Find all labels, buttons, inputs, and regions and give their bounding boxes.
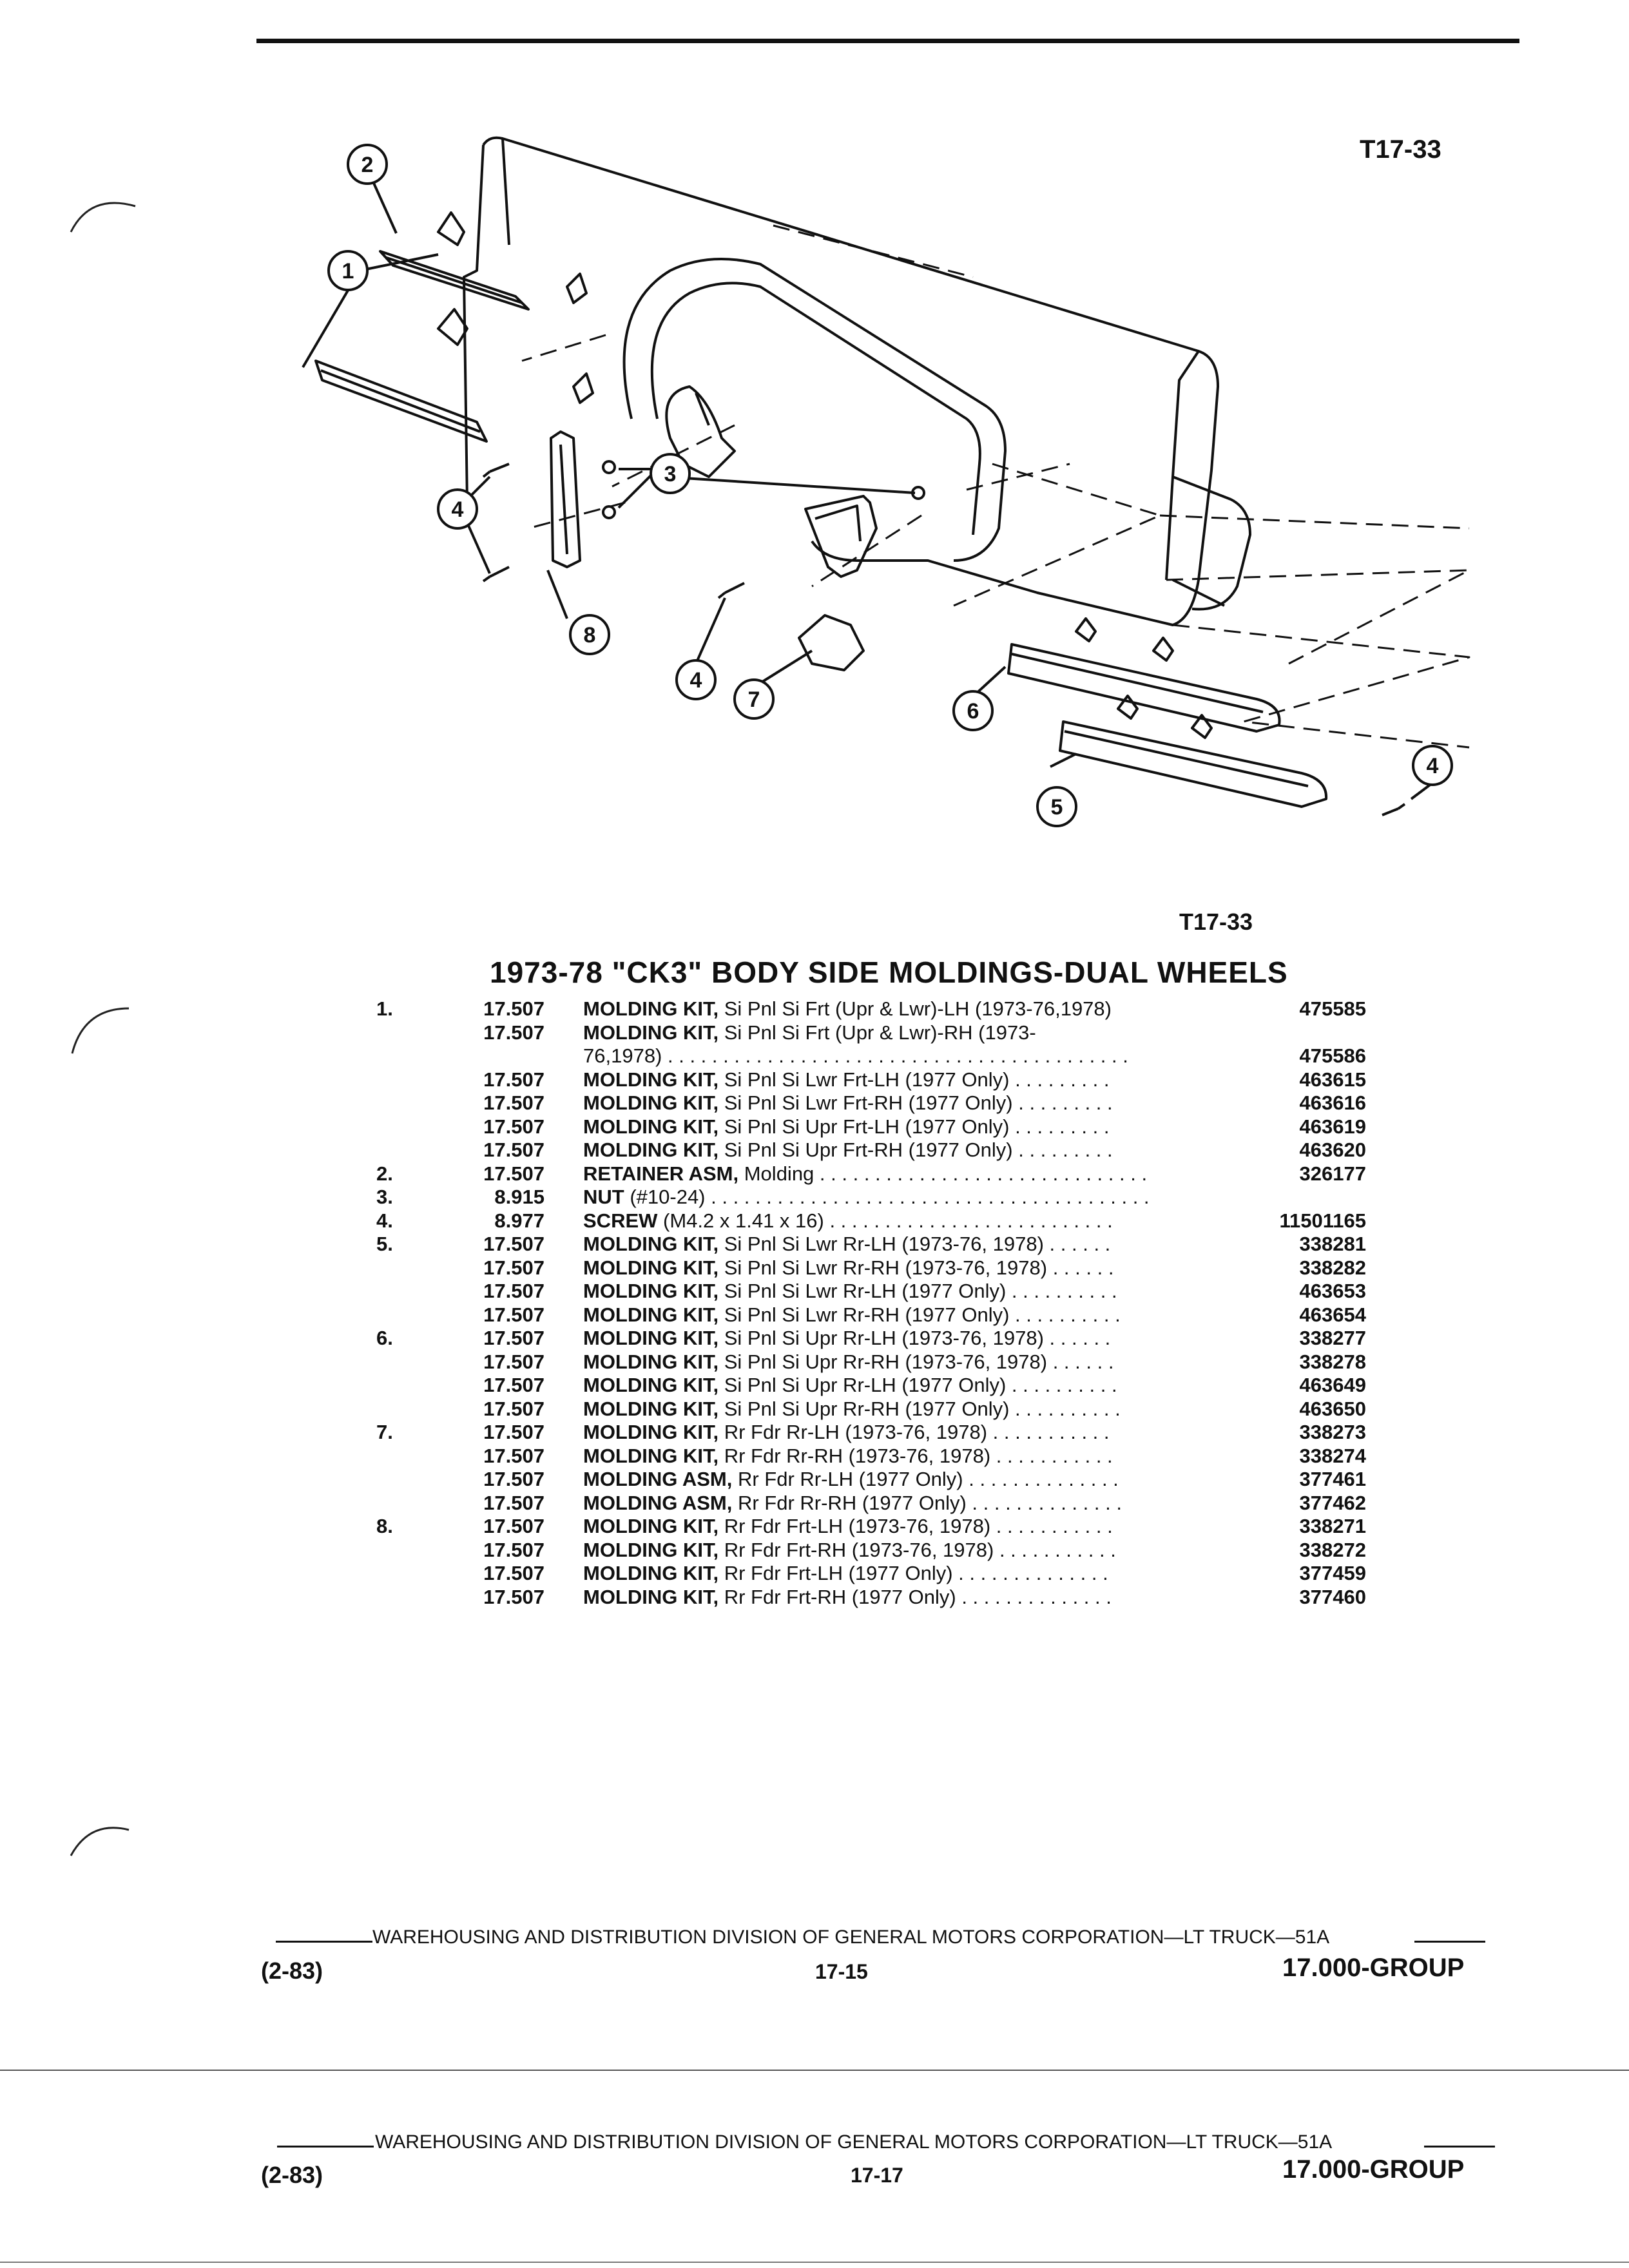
part-description bbox=[583, 1303, 1392, 1327]
part-description bbox=[583, 1327, 1392, 1350]
part-name: MOLDING KIT, bbox=[583, 1327, 719, 1349]
part-detail: Molding . . . . . . . . . . . . . . . . . . . . . . . . . . . . . . bbox=[738, 1162, 1148, 1185]
group-code: 17.507 bbox=[483, 1139, 545, 1161]
footer-page-number: 17-15 bbox=[815, 1960, 868, 1983]
part-name: MOLDING KIT, bbox=[583, 1350, 719, 1373]
part-description bbox=[583, 1445, 1392, 1468]
part-detail: Si Pnl Si Lwr Rr-LH (1977 Only) . . . . . . . . . . bbox=[718, 1280, 1117, 1302]
part-detail: 76,1978) . . . . . . . . . . . . . . . . . . . . . . . . . . . . . . . . . . . . . . . . . . bbox=[583, 1044, 1128, 1067]
parts-row bbox=[361, 1515, 1379, 1539]
part-number: 338274 bbox=[1299, 1444, 1366, 1467]
part-detail: Si Pnl Si Lwr Frt-LH (1977 Only) . . . . . . . . . bbox=[718, 1068, 1110, 1091]
part-description bbox=[583, 1586, 1392, 1610]
group-code: 17.507 bbox=[483, 1115, 545, 1138]
body-side-panel bbox=[483, 138, 1218, 625]
group-code: 17.507 bbox=[483, 1374, 545, 1396]
callout-label: 1 bbox=[342, 259, 354, 284]
part-name: MOLDING KIT, bbox=[583, 997, 719, 1020]
part-detail: Si Pnl Si Upr Rr-LH (1973-76, 1978) . . . . . . bbox=[718, 1327, 1111, 1349]
group-code: 17.507 bbox=[483, 1303, 545, 1326]
group-code: 17.507 bbox=[483, 1562, 545, 1584]
parts-row bbox=[361, 997, 1379, 1021]
part-description bbox=[583, 1492, 1392, 1515]
part-detail: (M4.2 x 1.41 x 16) . . . . . . . . . . . . . . . . . . . . . . . . . . bbox=[657, 1209, 1113, 1232]
part-detail: Si Pnl Si Lwr Rr-RH (1973-76, 1978) . . . . . . bbox=[718, 1256, 1114, 1279]
parts-row bbox=[361, 1186, 1379, 1209]
rear-molding-lower bbox=[1060, 722, 1326, 807]
parts-row bbox=[361, 1374, 1379, 1398]
item-number: 5. bbox=[376, 1233, 393, 1255]
part-number: 377462 bbox=[1299, 1491, 1366, 1514]
part-detail: Si Pnl Si Lwr Frt-RH (1977 Only) . . . . . . . . . bbox=[718, 1091, 1113, 1114]
part-name: SCREW bbox=[583, 1209, 658, 1232]
group-code: 17.507 bbox=[483, 1468, 545, 1490]
rear-molding-upper bbox=[1008, 644, 1280, 731]
part-name: MOLDING KIT, bbox=[583, 1538, 719, 1561]
part-description bbox=[583, 1186, 1392, 1209]
part-number: 463654 bbox=[1299, 1303, 1366, 1326]
callout-label: 4 bbox=[689, 668, 702, 693]
part-name: MOLDING KIT, bbox=[583, 1444, 719, 1467]
part-detail: Rr Fdr Rr-RH (1973-76, 1978) . . . . . . . . . . . bbox=[718, 1444, 1113, 1467]
footer-date: (2-83) bbox=[261, 2162, 323, 2188]
footer-page-number: 17-17 bbox=[851, 2164, 903, 2187]
part-number: 338273 bbox=[1299, 1421, 1366, 1443]
parts-row bbox=[361, 1398, 1379, 1421]
part-name: MOLDING KIT, bbox=[583, 1397, 719, 1420]
group-code: 17.507 bbox=[483, 1538, 545, 1561]
part-number: 338277 bbox=[1299, 1327, 1366, 1349]
item-number: 8. bbox=[376, 1515, 393, 1537]
parts-row bbox=[361, 1256, 1379, 1280]
group-code: 17.507 bbox=[483, 1091, 545, 1114]
item-number: 1. bbox=[376, 997, 393, 1020]
part-detail: Rr Fdr Frt-LH (1973-76, 1978) . . . . . . . . . . . bbox=[718, 1515, 1113, 1537]
part-detail: Rr Fdr Frt-LH (1977 Only) . . . . . . . . . . . . . . bbox=[718, 1562, 1108, 1584]
parts-row bbox=[361, 1139, 1379, 1162]
group-code: 17.507 bbox=[483, 1327, 545, 1349]
section-title: 1973-78 "CK3" BODY SIDE MOLDINGS-DUAL WHEELS bbox=[490, 956, 1288, 989]
group-code: 17.507 bbox=[483, 997, 545, 1020]
group-code: 17.507 bbox=[483, 1515, 545, 1537]
rear-fender-molding-lower bbox=[799, 615, 863, 670]
part-description bbox=[583, 1021, 1392, 1045]
item-number: 7. bbox=[376, 1421, 393, 1443]
parts-row bbox=[361, 1586, 1379, 1610]
callout-label: 3 bbox=[664, 462, 677, 486]
part-description bbox=[583, 1139, 1392, 1162]
part-number: 463616 bbox=[1299, 1091, 1366, 1114]
footer-group: 17.000-GROUP bbox=[1282, 1954, 1465, 1982]
group-code: 17.507 bbox=[483, 1280, 545, 1302]
part-name: MOLDING KIT, bbox=[583, 1068, 719, 1091]
part-name: MOLDING KIT, bbox=[583, 1256, 719, 1279]
bottom-edge-line bbox=[0, 2262, 1629, 2263]
part-name: MOLDING KIT, bbox=[583, 1139, 719, 1161]
part-description bbox=[583, 1256, 1392, 1280]
part-description bbox=[583, 1162, 1392, 1186]
part-name: MOLDING KIT, bbox=[583, 1115, 719, 1138]
footer-group: 17.000-GROUP bbox=[1282, 2155, 1465, 2184]
part-number: 475585 bbox=[1299, 997, 1366, 1020]
part-name: MOLDING ASM, bbox=[583, 1491, 733, 1514]
part-description bbox=[583, 1280, 1392, 1303]
parts-row bbox=[361, 1280, 1379, 1303]
group-code: 17.507 bbox=[483, 1491, 545, 1514]
part-number: 463650 bbox=[1299, 1397, 1366, 1420]
part-description bbox=[583, 1562, 1392, 1586]
part-description bbox=[583, 1539, 1392, 1562]
footer-rule-left bbox=[277, 2146, 374, 2148]
part-detail: Si Pnl Si Upr Rr-LH (1977 Only) . . . . . . . . . . bbox=[718, 1374, 1117, 1396]
group-code: 17.507 bbox=[483, 1397, 545, 1420]
part-detail: Rr Fdr Frt-RH (1973-76, 1978) . . . . . . . . . . . bbox=[718, 1538, 1116, 1561]
part-name: MOLDING KIT, bbox=[583, 1091, 719, 1114]
part-number: 11501165 bbox=[1279, 1209, 1366, 1232]
part-number: 338282 bbox=[1299, 1256, 1366, 1279]
parts-list bbox=[361, 997, 1379, 1609]
part-detail: Rr Fdr Rr-RH (1977 Only) . . . . . . . . . . . . . . bbox=[732, 1491, 1122, 1514]
part-number: 338271 bbox=[1299, 1515, 1366, 1537]
part-name: MOLDING KIT, bbox=[583, 1233, 719, 1255]
item-number: 3. bbox=[376, 1186, 393, 1208]
part-name: MOLDING KIT, bbox=[583, 1374, 719, 1396]
part-description bbox=[583, 1468, 1392, 1492]
part-name: MOLDING KIT, bbox=[583, 1303, 719, 1326]
parts-row bbox=[361, 1327, 1379, 1350]
part-detail: Si Pnl Si Upr Frt-LH (1977 Only) . . . . . . . . . bbox=[718, 1115, 1110, 1138]
page-divider bbox=[0, 2070, 1629, 2071]
footer-division: WAREHOUSING AND DISTRIBUTION DIVISION OF GENERAL MOTORS CORPORATION—LT TRUCK—51A bbox=[372, 1927, 1330, 1948]
parts-row bbox=[361, 1044, 1379, 1068]
group-code: 17.507 bbox=[483, 1233, 545, 1255]
part-description bbox=[583, 1044, 1392, 1068]
rear-fender-molding-upper bbox=[805, 496, 876, 577]
part-description bbox=[583, 997, 1392, 1021]
part-number: 463619 bbox=[1299, 1115, 1366, 1138]
part-detail: Rr Fdr Frt-RH (1977 Only) . . . . . . . . . . . . . . bbox=[718, 1585, 1112, 1608]
figure-code-top: T17-33 bbox=[1360, 135, 1441, 164]
footer-rule-left bbox=[276, 1941, 372, 1943]
punch-hole-mark bbox=[64, 995, 142, 1060]
part-name: MOLDING KIT, bbox=[583, 1280, 719, 1302]
part-name: RETAINER ASM, bbox=[583, 1162, 739, 1185]
punch-hole-mark bbox=[64, 187, 142, 238]
callout-label: 2 bbox=[361, 153, 374, 177]
group-code: 8.915 bbox=[494, 1186, 545, 1208]
part-number: 463653 bbox=[1299, 1280, 1366, 1302]
parts-row bbox=[361, 1468, 1379, 1492]
part-number: 338278 bbox=[1299, 1350, 1366, 1373]
group-code: 17.507 bbox=[483, 1444, 545, 1467]
parts-row bbox=[361, 1492, 1379, 1515]
callout-label: 6 bbox=[967, 699, 979, 724]
part-description bbox=[583, 1115, 1392, 1139]
part-description bbox=[583, 1091, 1392, 1115]
part-number: 338281 bbox=[1299, 1233, 1366, 1255]
part-number: 377459 bbox=[1299, 1562, 1366, 1584]
part-detail: Rr Fdr Rr-LH (1977 Only) . . . . . . . . . . . . . . bbox=[732, 1468, 1119, 1490]
part-description bbox=[583, 1421, 1392, 1445]
part-name: NUT bbox=[583, 1186, 624, 1208]
footer-division: WAREHOUSING AND DISTRIBUTION DIVISION OF GENERAL MOTORS CORPORATION—LT TRUCK—51A bbox=[375, 2131, 1333, 2153]
part-detail: Si Pnl Si Upr Rr-RH (1977 Only) . . . . . . . . . . bbox=[718, 1397, 1121, 1420]
exploded-parts-diagram bbox=[245, 116, 1521, 863]
part-number: 463615 bbox=[1299, 1068, 1366, 1091]
parts-row bbox=[361, 1162, 1379, 1186]
part-name: MOLDING KIT, bbox=[583, 1515, 719, 1537]
part-name: MOLDING KIT, bbox=[583, 1021, 719, 1044]
group-code: 8.977 bbox=[494, 1209, 545, 1232]
item-number: 2. bbox=[376, 1162, 393, 1185]
callout-label: 4 bbox=[451, 497, 464, 522]
part-detail: Si Pnl Si Lwr Rr-RH (1977 Only) . . . . . . . . . . bbox=[718, 1303, 1121, 1326]
parts-row bbox=[361, 1350, 1379, 1374]
footer-rule-right bbox=[1414, 1941, 1485, 1943]
callout-label: 4 bbox=[1426, 754, 1439, 778]
part-number: 463649 bbox=[1299, 1374, 1366, 1396]
group-code: 17.507 bbox=[483, 1021, 545, 1044]
parts-row bbox=[361, 1539, 1379, 1562]
part-number: 338272 bbox=[1299, 1538, 1366, 1561]
parts-row bbox=[361, 1233, 1379, 1256]
part-description bbox=[583, 1350, 1392, 1374]
part-number: 326177 bbox=[1299, 1162, 1366, 1185]
part-name: MOLDING KIT, bbox=[583, 1585, 719, 1608]
part-number: 377460 bbox=[1299, 1585, 1366, 1608]
footer-date: (2-83) bbox=[261, 1957, 323, 1984]
part-description bbox=[583, 1398, 1392, 1421]
part-detail: (#10-24) . . . . . . . . . . . . . . . . . . . . . . . . . . . . . . . . . . . . . . . . bbox=[624, 1186, 1150, 1208]
group-code: 17.507 bbox=[483, 1256, 545, 1279]
callout-label: 8 bbox=[583, 623, 596, 648]
part-description bbox=[583, 1515, 1392, 1539]
parts-row bbox=[361, 1445, 1379, 1468]
part-number: 377461 bbox=[1299, 1468, 1366, 1490]
parts-row bbox=[361, 1091, 1379, 1115]
part-detail: Si Pnl Si Frt (Upr & Lwr)-LH (1973-76,1978) bbox=[718, 997, 1112, 1020]
parts-row bbox=[361, 1209, 1379, 1233]
parts-row bbox=[361, 1303, 1379, 1327]
group-code: 17.507 bbox=[483, 1421, 545, 1443]
parts-row bbox=[361, 1562, 1379, 1586]
item-number: 4. bbox=[376, 1209, 393, 1232]
footer-rule-right bbox=[1424, 2146, 1495, 2148]
part-detail: Si Pnl Si Frt (Upr & Lwr)-RH (1973- bbox=[718, 1021, 1036, 1044]
part-detail: Si Pnl Si Upr Rr-RH (1973-76, 1978) . . . . . . bbox=[718, 1350, 1114, 1373]
callout-label: 5 bbox=[1050, 795, 1063, 820]
parts-row bbox=[361, 1115, 1379, 1139]
part-name: MOLDING ASM, bbox=[583, 1468, 733, 1490]
group-code: 17.507 bbox=[483, 1350, 545, 1373]
parts-row bbox=[361, 1021, 1379, 1045]
group-code: 17.507 bbox=[483, 1068, 545, 1091]
figure-code-bottom: T17-33 bbox=[1179, 908, 1253, 935]
part-detail: Si Pnl Si Upr Frt-RH (1977 Only) . . . . . . . . . bbox=[718, 1139, 1113, 1161]
part-description bbox=[583, 1068, 1392, 1092]
part-description bbox=[583, 1209, 1392, 1233]
part-description bbox=[583, 1233, 1392, 1256]
part-detail: Si Pnl Si Lwr Rr-LH (1973-76, 1978) . . . . . . bbox=[718, 1233, 1111, 1255]
item-number: 6. bbox=[376, 1327, 393, 1349]
parts-row bbox=[361, 1421, 1379, 1445]
parts-row bbox=[361, 1068, 1379, 1092]
part-name: MOLDING KIT, bbox=[583, 1562, 719, 1584]
top-rule bbox=[256, 39, 1519, 43]
part-detail: Rr Fdr Rr-LH (1973-76, 1978) . . . . . . . . . . . bbox=[718, 1421, 1110, 1443]
group-code: 17.507 bbox=[483, 1162, 545, 1185]
group-code: 17.507 bbox=[483, 1585, 545, 1608]
punch-hole-mark bbox=[64, 1811, 142, 1862]
wheel-opening bbox=[624, 259, 1005, 561]
part-number: 475586 bbox=[1299, 1044, 1366, 1067]
part-description bbox=[583, 1374, 1392, 1398]
part-number: 463620 bbox=[1299, 1139, 1366, 1161]
callout-label: 7 bbox=[747, 687, 760, 712]
part-name: MOLDING KIT, bbox=[583, 1421, 719, 1443]
